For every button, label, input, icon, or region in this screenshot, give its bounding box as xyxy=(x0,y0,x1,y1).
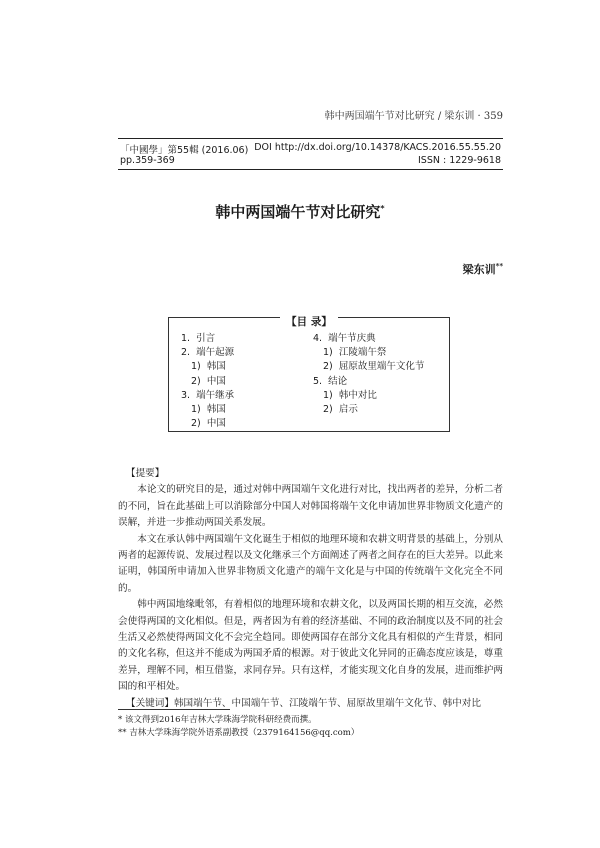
journal-issue: 「中國學」第55輯 (2016.06) xyxy=(120,145,249,156)
author-name: 梁东训 xyxy=(462,263,496,276)
abstract-heading: 【提要】 xyxy=(126,468,165,479)
page-range: pp.359-369 xyxy=(120,155,175,166)
meta-rule-top xyxy=(118,138,503,139)
footnotes xyxy=(118,714,359,740)
toc-item-number: 2. xyxy=(181,347,191,359)
toc-item-number: 4. xyxy=(313,333,323,344)
toc-item-label: 端午继承 xyxy=(196,389,235,401)
footnote-2: ** 吉林大学珠海学院外语系副教授（2379164156@qq.com） xyxy=(118,728,360,738)
footnote-1: * 该文得到2016年吉林大学珠海学院科研经费而撰。 xyxy=(118,715,317,725)
toc-item-number: 2) xyxy=(323,404,333,416)
toc-item-label: 江陵端午祭 xyxy=(338,347,387,359)
toc-item-number: 2) xyxy=(323,361,333,373)
toc-item xyxy=(181,403,234,417)
toc-item-number: 1. xyxy=(181,333,191,344)
toc-item xyxy=(181,375,234,389)
toc-item-number: 1) xyxy=(191,404,201,416)
footnote-rule xyxy=(118,709,230,710)
toc-item-number: 1) xyxy=(323,389,333,401)
toc-item xyxy=(181,389,234,403)
meta-rule-bottom xyxy=(118,169,503,170)
author xyxy=(463,261,503,277)
keywords: 【关键词】韩国端午节、中国端午节、江陵端午节、屈原故里端午文化节、韩中对比 xyxy=(126,697,481,709)
toc-item xyxy=(313,346,424,360)
toc-item xyxy=(181,360,234,374)
doi-link[interactable]: DOI http://dx.doi.org/10.14378/KACS.2016.55.55.20 xyxy=(254,142,501,153)
toc-item xyxy=(181,417,234,431)
title-footnote-mark: * xyxy=(380,204,385,213)
toc-item-label: 韩国 xyxy=(206,361,226,373)
toc-item-label: 启示 xyxy=(338,404,358,416)
toc-item-number: 2) xyxy=(191,418,201,430)
abstract-paragraph-3: 韩中两国地缘毗邻，有着相似的地理环境和农耕文化，以及两国长期的相互交流，必然会使得两国的文化相似。但是，两者因为有着的经济基础、不同的政治制度以及不同的社会生活又必然使得两国文化不会完全趋同。即使两国存在部分文化具有相似的产生背景，相同的文化名称，但这并不能成为两国矛盾的根源。对于彼此文化异同的正确态度应该是，尊重差异，理解不同，相互借鉴，求同存异。只有这样，才能实现文化自身的发展，进而维护两国的和平相处。 xyxy=(118,599,503,693)
toc-item-label: 韩国 xyxy=(206,404,226,416)
toc-item xyxy=(313,389,424,403)
table-of-contents xyxy=(168,317,450,432)
toc-item-label: 中国 xyxy=(206,418,226,430)
toc-item-label: 中国 xyxy=(206,375,226,387)
author-footnote-mark: ** xyxy=(495,261,503,271)
paper-title xyxy=(0,201,600,222)
running-header: 韩中两国端午节对比研究 / 梁东训 · 359 xyxy=(324,111,503,122)
toc-item xyxy=(313,332,424,346)
toc-item xyxy=(313,375,424,389)
toc-item-label: 端午节庆典 xyxy=(328,333,376,344)
toc-item-number: 1) xyxy=(191,361,201,373)
abstract-paragraph-2: 本文在承认韩中两国端午文化诞生于相似的地理环境和农耕文明背景的基础上，分别从两者的起源传说、发展过程以及文化继承三个方面阐述了两者之间存在的巨大差异。以此来证明，韩国所申请加入世界非物质文化遗产的端午文化是与中国的传统端午文化完全不同的。 xyxy=(118,533,503,594)
toc-item xyxy=(313,403,424,417)
toc-heading: 【目 录】 xyxy=(280,316,338,328)
toc-item xyxy=(313,360,424,374)
meta-line-1 xyxy=(120,142,501,156)
toc-item-label: 韩中对比 xyxy=(338,389,377,401)
abstract-paragraph-1: 本论文的研究目的是，通过对韩中两国端午文化进行对比，找出两者的差异，分析二者的不同，旨在此基础上可以消除部分中国人对韩国将端午文化申请加世界非物质文化遗产的误解，并进一步推动两国关系发展。 xyxy=(118,484,503,529)
toc-item-number: 2) xyxy=(191,375,201,387)
toc-item-label: 端午起源 xyxy=(196,347,235,359)
abstract xyxy=(118,466,503,712)
meta-line-2 xyxy=(120,155,501,166)
issn: ISSN : 1229-9618 xyxy=(418,155,501,166)
toc-title-wrap xyxy=(169,310,449,329)
toc-item-number: 1) xyxy=(323,347,333,359)
title-text: 韩中两国端午节对比研究 xyxy=(215,203,381,221)
toc-item-number: 3. xyxy=(181,389,191,401)
toc-item-label: 屈原故里端午文化节 xyxy=(338,361,425,373)
toc-item-label: 结论 xyxy=(328,375,348,387)
toc-column-right xyxy=(313,332,424,417)
toc-item xyxy=(181,346,234,360)
toc-item-label: 引言 xyxy=(196,333,216,344)
toc-item-number: 5. xyxy=(313,375,323,387)
toc-column-left xyxy=(181,332,234,431)
toc-item xyxy=(181,332,234,346)
